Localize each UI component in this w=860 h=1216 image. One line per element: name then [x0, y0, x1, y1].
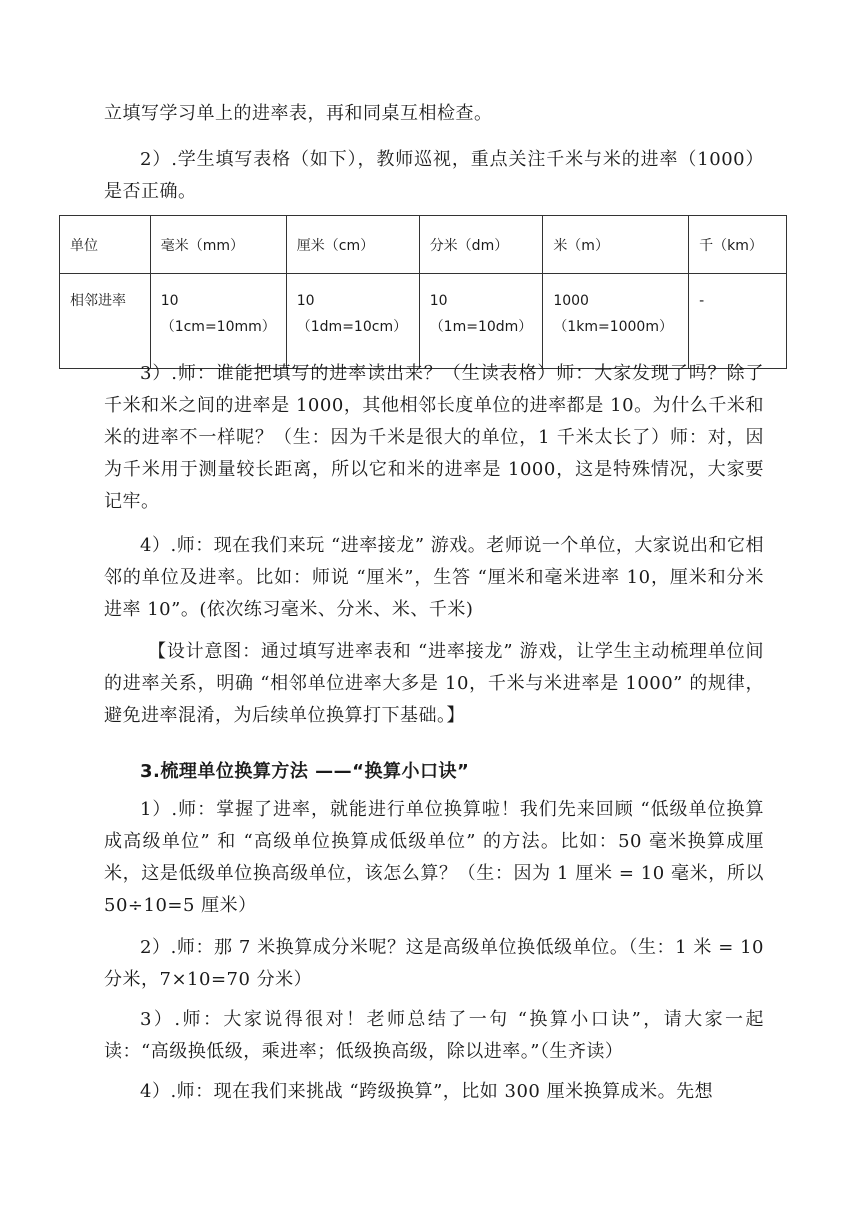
table-cell: [543, 274, 689, 369]
table-row: [60, 274, 787, 369]
paragraph-method-1: 1）.师：掌握了进率，就能进行单位换算啦！我们先来回顾 “低级单位换算成高级单位” 和 “高级单位换算成低级单位” 的方法。比如：50 毫米换算成厘米，这是低级单位换高级单位，该怎么算？（生：因为 1 厘米 = 10 毫米，所以 50÷10=5 厘米）: [104, 799, 764, 916]
paragraph-step-2: 2）.学生填写表格（如下），教师巡视，重点关注千米与米的进率（1000）是否正确。: [104, 149, 764, 202]
design-intent-paragraph: 【设计意图：通过填写进率表和 “进率接龙” 游戏，让学生主动梳理单位间的进率关系，明确 “相邻单位进率大多是 10，千米与米进率是 1000” 的规律，避免进率混淆，为后续单位换算打下基础。】: [104, 641, 764, 726]
table-row-label: 相邻进率: [60, 274, 151, 369]
paragraph-method-2: 2）.师：那 7 米换算成分米呢？这是高级单位换低级单位。（生：1 米 = 10 分米，7×10=70 分米）: [104, 937, 764, 990]
paragraph-step-3: 3）.师：谁能把填写的进率读出来？（生读表格）师：大家发现了吗？除了千米和米之间的进率是 1000，其他相邻长度单位的进率都是 10。为什么千米和米的进率不一样呢？（生：因为千米是很大的单位，1 千米太长了）师：对，因为千米用于测量较长距离，所以它和米的进率是 1000，这是特殊情况，大家要记牢。: [104, 363, 764, 512]
table-cell: [150, 274, 286, 369]
paragraph-method-4: 4）.师：现在我们来挑战 “跨级换算”，比如 300 厘米换算成米。先想: [140, 1081, 714, 1102]
paragraph-method-3: 3）.师：大家说得很对！老师总结了一句 “换算小口诀”，请大家一起读：“高级换低级，乘进率；低级换高级，除以进率。”（生齐读）: [104, 1009, 764, 1062]
table-header-cell: 毫米（mm）: [150, 216, 286, 274]
paragraph-step-4: 4）.师：现在我们来玩 “进率接龙” 游戏。老师说一个单位，大家说出和它相邻的单位及进率。比如：师说 “厘米”，生答 “厘米和毫米进率 10，厘米和分米进率 10”。(依次练习毫米、分米、米、千米): [104, 535, 764, 620]
rate-value: 1000: [553, 293, 589, 309]
table-header-cell: 千（km）: [689, 216, 787, 274]
rate-note: （1cm=10mm）: [160, 319, 276, 335]
table-cell: [419, 274, 543, 369]
rate-note: （1m=10dm）: [429, 319, 533, 335]
table-header-cell: 分米（dm）: [419, 216, 543, 274]
table-cell: [689, 274, 787, 369]
rate-note: （1dm=10cm）: [296, 319, 408, 335]
table-header-cell: 厘米（cm）: [286, 216, 419, 274]
table-header-row: [60, 216, 787, 274]
rate-value: 10: [296, 293, 315, 309]
rate-value: 10: [429, 293, 448, 309]
rate-value: 10: [160, 293, 179, 309]
rate-value: -: [699, 293, 705, 309]
table-cell: [286, 274, 419, 369]
rate-note: （1km=1000m）: [553, 319, 673, 335]
table-header-cell: 单位: [60, 216, 151, 274]
conversion-rate-table: [59, 215, 787, 369]
paragraph-continuation: 立填写学习单上的进率表，再和同桌互相检查。: [104, 103, 493, 124]
section-heading: 3.梳理单位换算方法 ——“换算小口诀”: [140, 761, 470, 782]
table-header-cell: 米（m）: [543, 216, 689, 274]
